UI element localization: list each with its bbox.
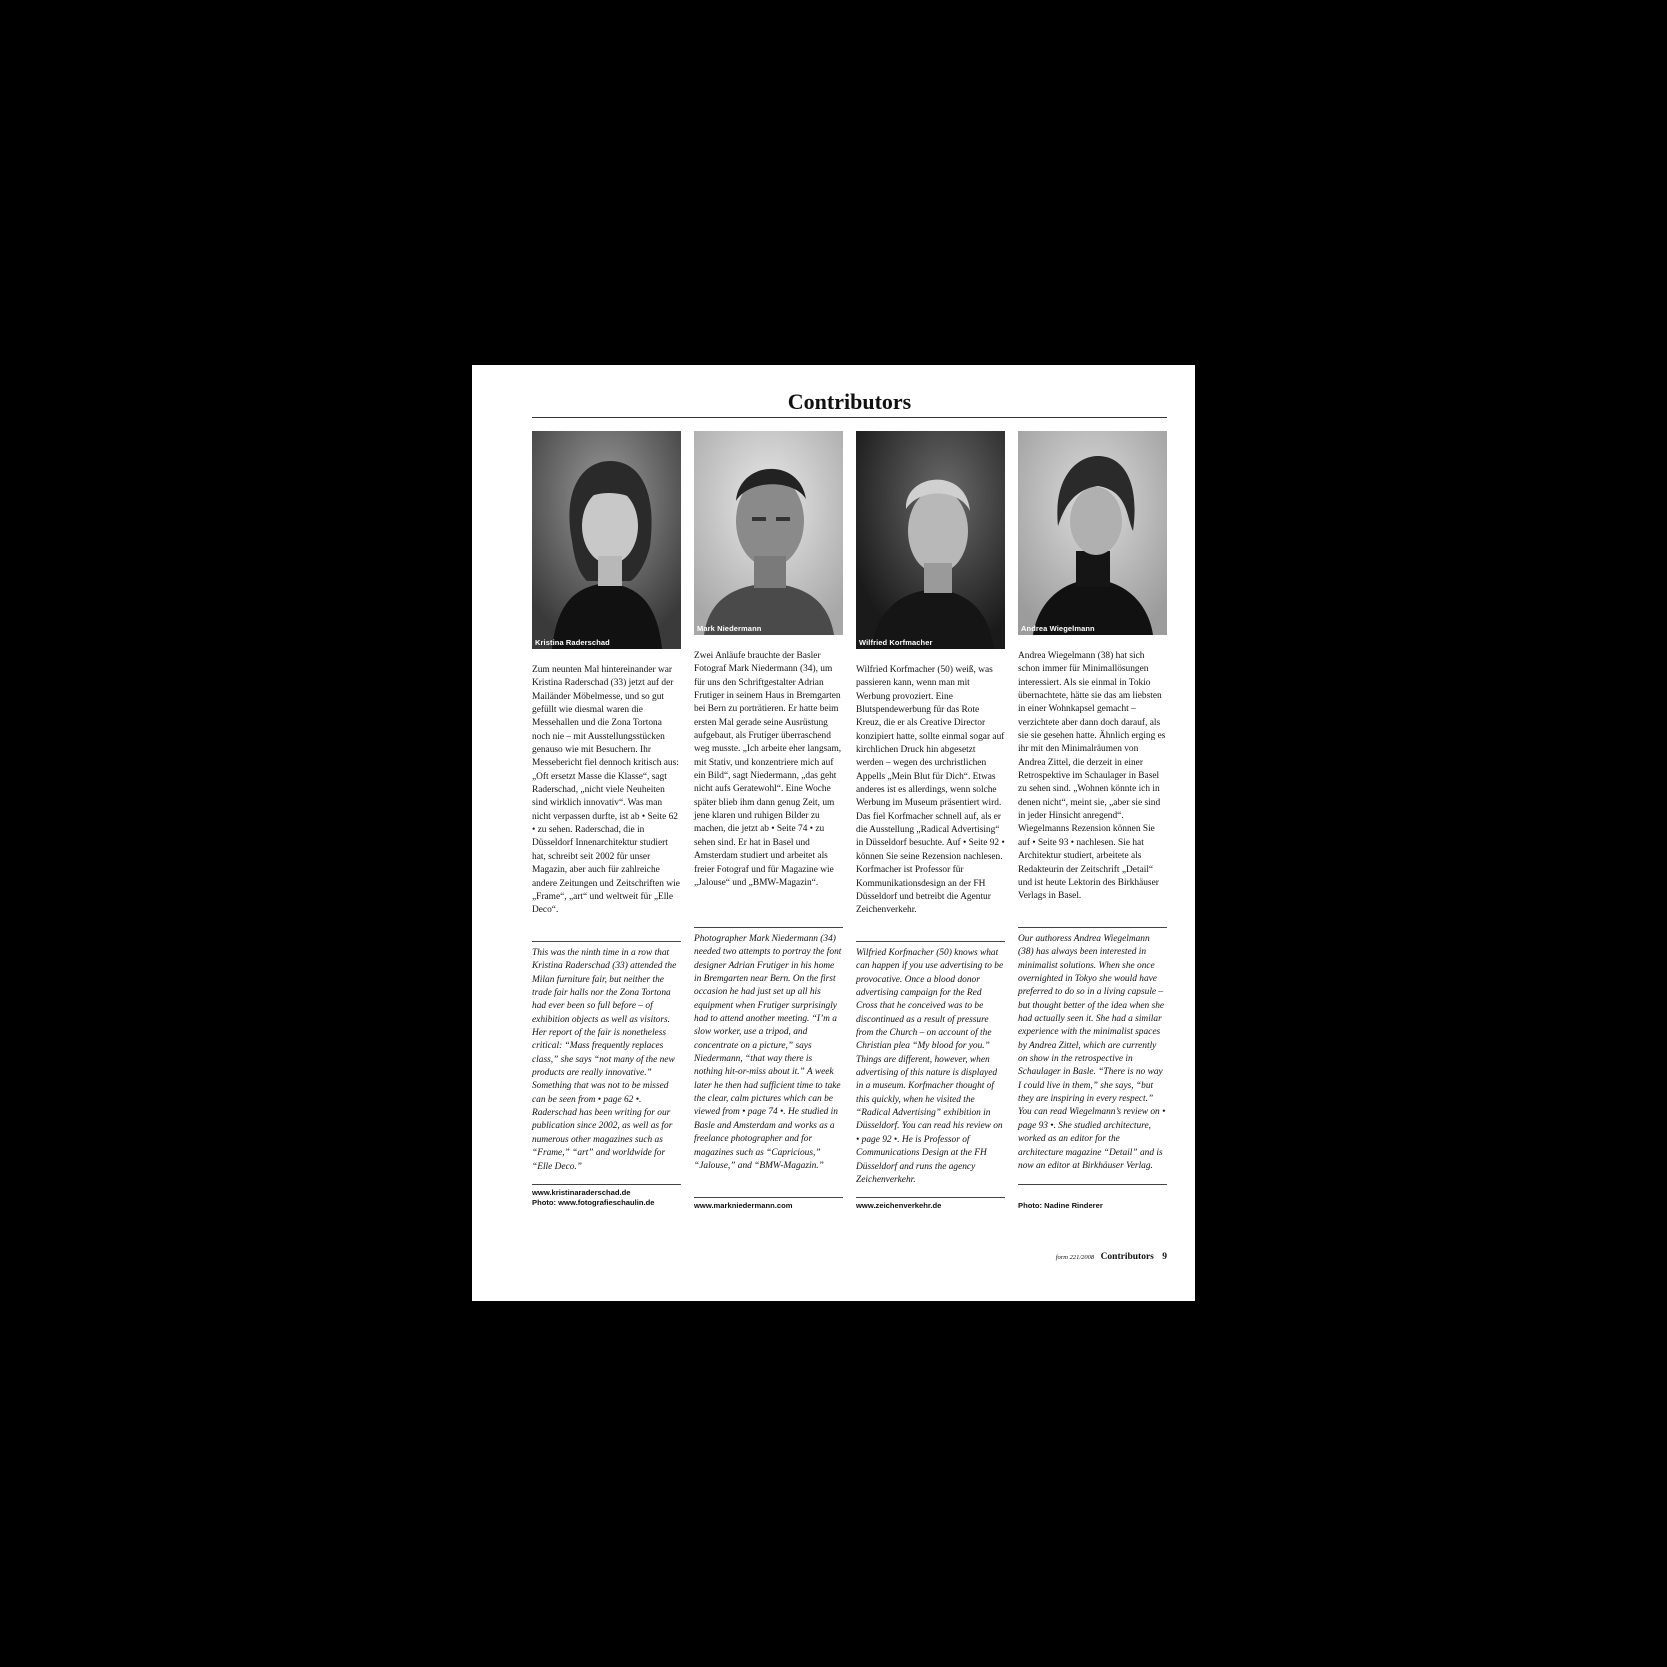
photo-credit: Photo: Nadine Rinderer bbox=[1018, 1201, 1103, 1210]
photo-credit: Photo: www.fotografieschaulin.de bbox=[532, 1198, 655, 1207]
section-divider bbox=[532, 941, 681, 942]
page-title: Contributors bbox=[787, 389, 912, 414]
magazine-issue: form 221/2008 bbox=[1055, 1254, 1095, 1261]
bio-german: Zwei Anläufe brauchte der Basler Fotograf Mark Niedermann (34), um für uns den Schriftgestalter Adrian Frutiger in seinem Haus in Bremgarten bei Bern zu porträtieren. Er hatte beim ersten Mal gerade seine Ausrüstung aufgebaut, als Frutiger überraschend weg musste. „Ich arbeite eher langsam, mit Stativ, und konzentriere mich auf ein Bild“, sagt Niedermann, „das geht nicht aufs Geratewohl“. Eine Woche später blieb ihm dann genug Zeit, um jene klaren und ruhigen Bilder zu machen, die jetzt ab • Seite 74 • zu sehen sind. Er hat in Basel und Amsterdam studiert und arbeitet als freier Fotograf und für Magazine wie „Jalouse“ und „BMW-Magazin“. bbox=[694, 651, 842, 888]
portrait-photo bbox=[1018, 431, 1167, 635]
bio-german: Andrea Wiegelmann (38) hat sich schon immer für Minimallösungen interessiert. Als sie einmal in Tokio übernachtete, hätte sie das am liebsten in einer Wohnkapsel gemacht – verzichtete aber dann doch darauf, als sie sie gesehen hatte. Ähnlich erging es ihr mit den Minimalräumen von Andrea Zittel, die derzeit in einer Retrospektive im Schaulager in Basel zu sehen sind. „Wohnen könnte ich in denen nicht“, meint sie, „aber sie sind in jeder Hinsicht anregend“. Wiegelmanns Rezension können Sie auf • Seite 93 • nachlesen. Sie hat Architektur studiert, arbeitete als Redakteurin der Zeitschrift „Detail“ und ist heute Lektorin des Birkhäuser Verlags in Basel. bbox=[1018, 651, 1166, 902]
photo-name-caption: Kristina Raderschad bbox=[535, 638, 610, 647]
folio-section: Contributors bbox=[1100, 1252, 1154, 1262]
section-divider bbox=[1018, 1184, 1167, 1185]
bio-german: Wilfried Korfmacher (50) weiß, was passieren kann, wenn man mit Werbung provoziert. Eine Blutspendewerbung für das Rote Kreuz, die er als Creative Director konzipiert hatte, sollte einmal sogar auf kirchlichen Druck hin abgesetzt werden – wegen des urchristlichen Appells „Mein Blut für Dich“. Etwas anderes ist es allerdings, wenn solche Werbung im Museum präsentiert wird. Das fiel Korfmacher schnell auf, als er die Ausstellung „Radical Advertising“ in Düsseldorf besuchte. Auf • Seite 92 • können Sie seine Rezension nachlesen. Korfmacher ist Professor für Kommunikationsdesign an der FH Düsseldorf und betreibt die Agentur Zeichenverkehr. bbox=[856, 665, 1005, 916]
section-divider bbox=[532, 1184, 681, 1185]
portrait-photo bbox=[694, 431, 843, 635]
credit-line: www.kristinaraderschad.de bbox=[532, 1188, 631, 1197]
section-divider bbox=[1018, 927, 1167, 928]
portrait-photo bbox=[532, 431, 681, 649]
section-divider bbox=[856, 941, 1005, 942]
page-number: 9 bbox=[1162, 1252, 1167, 1262]
photo-name-caption: Mark Niedermann bbox=[697, 624, 762, 633]
page-folio bbox=[1056, 1252, 1167, 1262]
contributor-column bbox=[1018, 431, 1167, 1210]
section-divider bbox=[694, 1197, 843, 1198]
bio-english: This was the ninth time in a row that Kristina Raderschad (33) attended the Milan furniture fair, but neither the trade fair halls nor the Zona Tortona had ever been so full before – of exhibition objects as well as visitors. Her report of the fair is nonetheless critical: “Mass frequently replaces class,” she says “not many of the new products are really innovative.” Something that was not to be missed can be seen from • page 62 •. Raderschad has been writing for our publication since 2002, as well as for numerous other magazines such as “Frame,” “art” and worldwide for “Elle Deco.” bbox=[532, 948, 677, 1172]
section-divider bbox=[856, 1197, 1005, 1198]
title-divider bbox=[532, 417, 1167, 418]
photo-name-caption: Wilfried Korfmacher bbox=[859, 638, 933, 647]
bio-english: Wilfried Korfmacher (50) knows what can happen if you use advertising to be provocative. Once a blood donor advertising campaign for the Red Cross that he conceived was to be discontinued as a result of pressure from the Church – on account of the Christian plea “My blood for you.” Things are different, however, when advertising of this nature is displayed in a museum. Korfmacher thought of this quickly, when he visited the “Radical Advertising” exhibition in Düsseldorf. You can read his review on • page 92 •. He is Professor of Communications Design at the FH Düsseldorf and runs the agency Zeichenverkehr. bbox=[856, 948, 1004, 1185]
credit-line: www.markniedermann.com bbox=[694, 1201, 793, 1210]
bio-german: Zum neunten Mal hintereinander war Kristina Raderschad (33) jetzt auf der Mailänder Möbelmesse, und so gut gefüllt wie diesmal waren die Messehallen und die Zona Tortona noch nie – mit Ausstellungsstücken genauso wie mit Besuchern. Ihr Messebericht fiel dennoch kritisch aus: „Oft ersetzt Masse die Klasse“, sagt Raderschad, „nicht viele Neuheiten sind wirklich innovativ“. Was man nicht verpassen durfte, ist ab • Seite 62 • zu sehen. Raderschad, die in Düsseldorf Innenarchitektur studiert hat, schreibt seit 2002 für unser Magazin, aber auch für zahlreiche andere Zeitungen und Zeitschriften wie „Frame“, „art“ und weltweit für „Elle Deco“. bbox=[532, 665, 680, 916]
bio-english: Photographer Mark Niedermann (34) needed two attempts to portray the font designer Adrian Frutiger in his home in Bremgarten near Bern. On the first occasion he had just set up all his equipment when Frutiger surprisingly had to attend another meeting. “I’m a slow worker, use a tripod, and concentrate on a picture,” says Niedermann, “that way there is nothing hit-or-miss about it.” A week later he then had sufficient time to take the clear, calm pictures which can be viewed from • page 74 •. He studied in Basle and Amsterdam and works as a freelance photographer and for magazines such as “Capricious,” “Jalouse,” and “BMW-Magazin.” bbox=[694, 934, 842, 1171]
magazine-page bbox=[472, 365, 1195, 1301]
credit-line: www.zeichenverkehr.de bbox=[856, 1201, 942, 1210]
section-divider bbox=[694, 927, 843, 928]
contributor-column bbox=[532, 431, 681, 1207]
bio-english: Our authoress Andrea Wiegelmann (38) has always been interested in minimalist solutions. When she once overnighted in Tokyo she would have preferred to do so in a living capsule – but thought better of the idea when she had actually seen it. She had a similar experience with the minimalist spaces by Andrea Zittel, which are currently on show in the retrospective in Schaulager in Basle. “There is no way I could live in them,” she says, “but they are inspiring in every respect.” You can read Wiegelmann’s review on • page 93 •. She studied architecture, worked as an editor for the architecture magazine “Detail” and is now an editor at Birkhäuser Verlag. bbox=[1018, 934, 1166, 1171]
photo-name-caption: Andrea Wiegelmann bbox=[1021, 624, 1095, 633]
portrait-photo bbox=[856, 431, 1005, 649]
contributor-column bbox=[694, 431, 843, 1210]
contributor-column bbox=[856, 431, 1005, 1210]
